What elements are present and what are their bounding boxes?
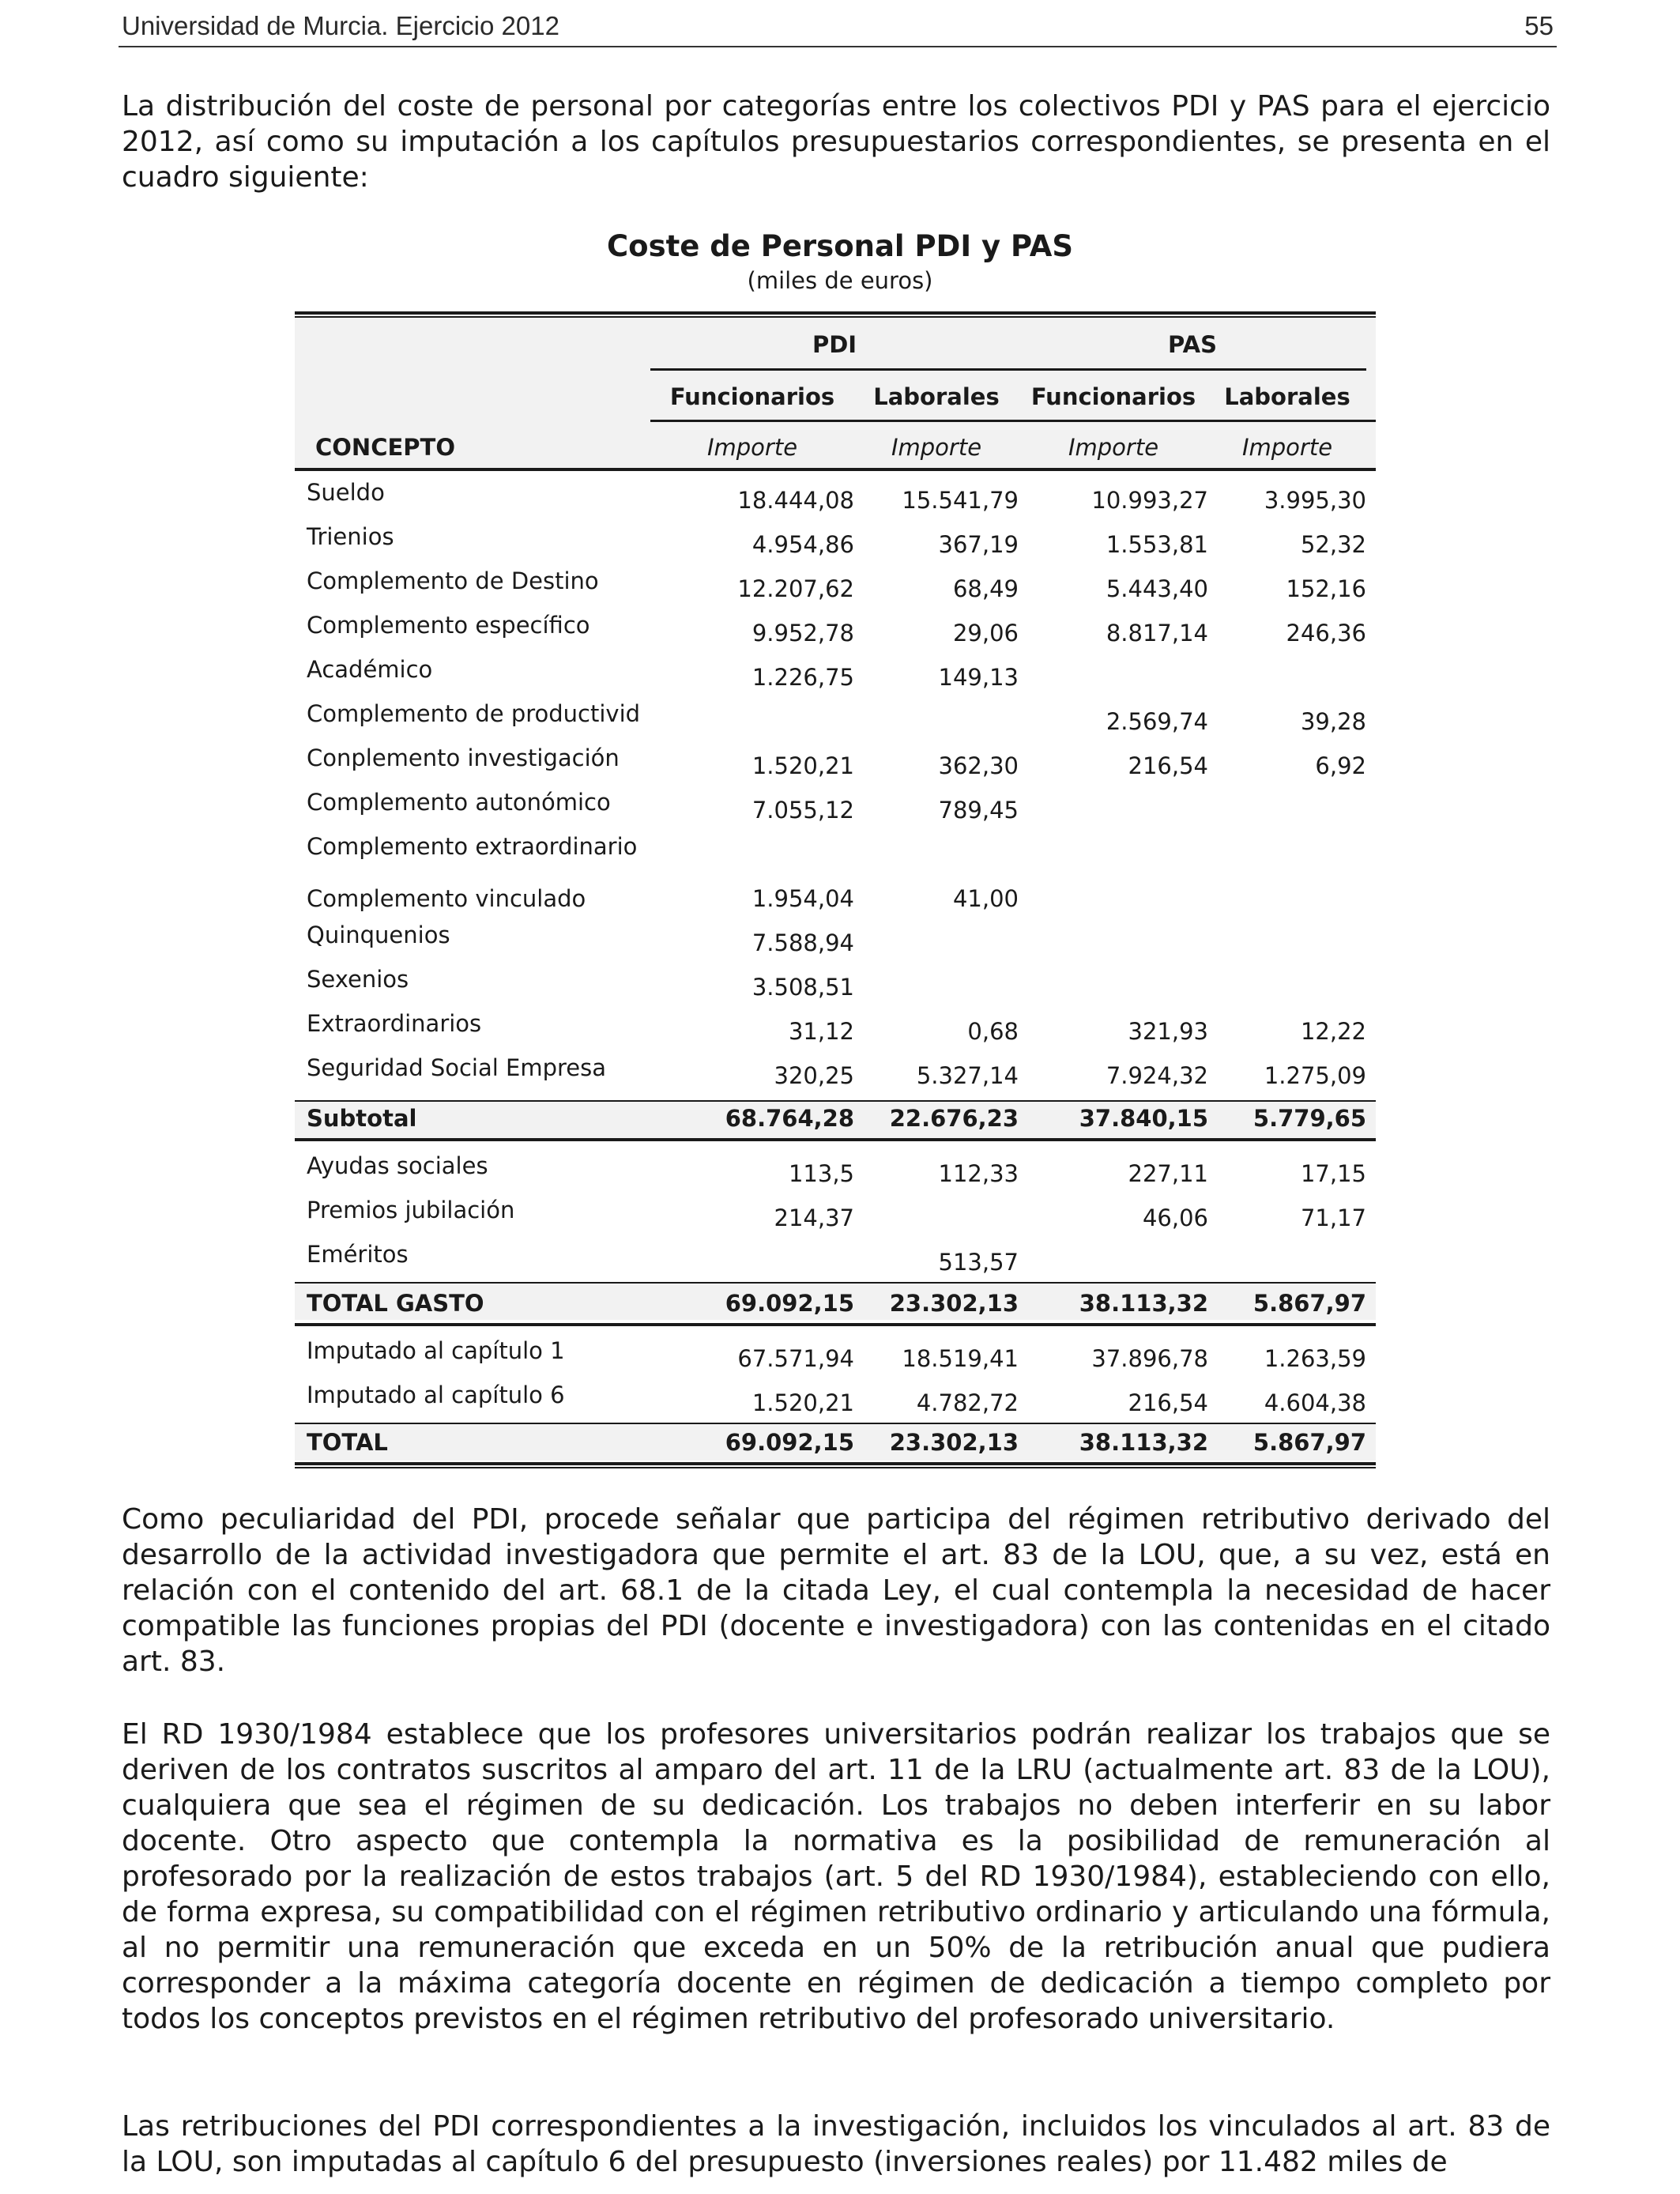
total-gasto-row-value-2: 23.302,13 — [889, 1290, 1019, 1317]
table-row-7-value-2: 362,30 — [938, 752, 1019, 779]
extra-row-2-value-1: 214,37 — [774, 1204, 854, 1231]
paragraph-1: Como peculiaridad del PDI, procede señalar que participa del régimen retributivo derivado del desarrollo de la actividad investigadora que permite el art. 83 de la LOU, que, a su vez, está en relación con el contenido del art. 68.1 de la citada Ley, el cual contempla la necesidad de hacer compatible las funciones propias del PDI (docente e investigadora) con las contenidas en el citado art. 83. — [122, 1503, 1550, 1678]
table-row-13-value-1: 31,12 — [788, 1018, 854, 1045]
total-gasto-row-label: TOTAL GASTO — [307, 1290, 484, 1317]
header-pdi-laborales: Laborales — [873, 383, 1000, 410]
subtotal-row-value-2: 22.676,23 — [889, 1105, 1019, 1132]
header-pas-laborales: Laborales — [1224, 383, 1350, 410]
extra-row-3-value-2: 513,57 — [938, 1249, 1019, 1276]
paragraph-2: El RD 1930/1984 establece que los profesores universitarios podrán realizar los trabajos que se deriven de los contratos suscritos al amparo del art. 11 de la LRU (actualmente art. 83 de la LOU), cualquiera que sea el régimen de su dedicación. Los trabajos no deben interferir en su labor docente. Otro aspecto que contempla la normativa es la posibilidad de remuneración al profesorado por la realización de estos trabajos (art. 5 del RD 1930/1984), estableciendo con ello, de forma expresa, su compatibilidad con el régimen retributivo ordinario y articulando una fórmula, al no permitir una remuneración que exceda en un 50% de la retribución anual que pudiera corresponder a la máxima categoría docente en régimen de dedicación a tiempo completo por todos los conceptos previstos en el régimen retributivo del profesorado universitario. — [122, 1718, 1550, 2035]
table-row-13-value-2: 0,68 — [967, 1018, 1019, 1045]
table-row-4-value-3: 8.817,14 — [1106, 620, 1208, 647]
extra-row-1-value-1: 113,5 — [788, 1160, 854, 1187]
extra-row-3-label: Eméritos — [307, 1241, 409, 1268]
extra-row-1-value-2: 112,33 — [938, 1160, 1019, 1187]
table-row-6-value-4: 39,28 — [1300, 708, 1366, 735]
total-gasto-row-value-1: 69.092,15 — [725, 1290, 854, 1317]
header-importe-1: Importe — [706, 434, 798, 461]
total-row-value-1: 69.092,15 — [725, 1429, 854, 1456]
table-row-8-label: Complemento autonómico — [307, 789, 611, 816]
table-row-3-value-3: 5.443,40 — [1106, 575, 1208, 602]
table-row-2-value-2: 367,19 — [938, 531, 1019, 558]
subtotal-row-value-4: 5.779,65 — [1252, 1105, 1366, 1132]
table-row-4-value-2: 29,06 — [952, 620, 1019, 647]
table-row-9-label: Complemento extraordinario — [307, 833, 638, 860]
table-row-12-label: Sexenios — [307, 966, 409, 993]
table-row-8-value-2: 789,45 — [938, 797, 1019, 824]
extra-row-1-value-3: 227,11 — [1128, 1160, 1208, 1187]
header-importe-3: Importe — [1068, 434, 1159, 461]
table-row-1-value-4: 3.995,30 — [1264, 487, 1366, 514]
table-row-1-value-1: 18.444,08 — [737, 487, 854, 514]
total-bottom-rule-2 — [295, 1467, 1376, 1468]
total-row-value-4: 5.867,97 — [1252, 1429, 1366, 1456]
table-row-3-value-2: 68,49 — [952, 575, 1019, 602]
total-row-value-2: 23.302,13 — [889, 1429, 1019, 1456]
cost-table — [295, 311, 1376, 1468]
table-row-1-label: Sueldo — [307, 479, 385, 506]
total-gasto-bottom-rule — [295, 1323, 1376, 1326]
header-importe-2: Importe — [891, 434, 982, 461]
table-row-13-value-4: 12,22 — [1300, 1018, 1366, 1045]
table-top-rule — [295, 311, 1376, 315]
total-gasto-row-value-4: 5.867,97 — [1252, 1290, 1366, 1317]
imputado-row-1-value-4: 1.263,59 — [1264, 1345, 1366, 1372]
imputado-row-1-value-2: 18.519,41 — [902, 1345, 1019, 1372]
table-row-7-value-1: 1.520,21 — [751, 752, 854, 779]
table-row-13-label: Extraordinarios — [307, 1010, 482, 1037]
table-row-14-value-4: 1.275,09 — [1264, 1062, 1366, 1089]
table-row-4-value-4: 246,36 — [1286, 620, 1366, 647]
subtotal-row-label: Subtotal — [307, 1105, 417, 1132]
pas-underline — [1019, 368, 1366, 371]
table-row-6-label: Complemento de productivid — [307, 700, 641, 727]
imputado-row-2-value-1: 1.520,21 — [751, 1389, 854, 1416]
total-row-value-3: 38.113,32 — [1079, 1429, 1208, 1456]
table-row-7-label: Conplemento investigación — [307, 745, 620, 771]
paragraph-3: Las retribuciones del PDI correspondientes a la investigación, incluidos los vinculados al art. 83 de la LOU, son imputadas al capítulo 6 del presupuesto (inversiones reales) por 11.482 miles de — [122, 2110, 1550, 2178]
table-row-11-value-1: 7.588,94 — [751, 929, 854, 956]
header-group-pas: PAS — [1168, 331, 1217, 358]
table-row-4-label: Complemento específico — [307, 612, 590, 639]
page-number: 55 — [1524, 11, 1554, 40]
table-title: Coste de Personal PDI y PAS — [607, 229, 1073, 263]
table-row-5-label: Académico — [307, 656, 433, 683]
extra-row-1-label: Ayudas sociales — [307, 1152, 488, 1179]
table-row-11-label: Quinquenios — [307, 922, 450, 948]
total-gasto-row-value-3: 38.113,32 — [1079, 1290, 1208, 1317]
imputado-row-1-label: Imputado al capítulo 1 — [307, 1337, 565, 1364]
table-row-5-value-2: 149,13 — [938, 664, 1019, 691]
table-row-3-value-1: 12.207,62 — [737, 575, 854, 602]
table-subtitle: (miles de euros) — [747, 267, 933, 294]
table-row-4-value-1: 9.952,78 — [751, 620, 854, 647]
table-row-3-value-4: 152,16 — [1286, 575, 1366, 602]
table-row-2-value-3: 1.553,81 — [1106, 531, 1208, 558]
imputado-row-2-value-3: 216,54 — [1128, 1389, 1208, 1416]
subtotal-row-value-1: 68.764,28 — [725, 1105, 854, 1132]
intro-paragraph: La distribución del coste de personal por categorías entre los colectivos PDI y PAS para el ejercicio 2012, así como su imputación a los capítulos presupuestarios correspondientes, se presenta en el cuadro siguiente: — [122, 90, 1550, 194]
header-group-pdi: PDI — [812, 331, 857, 358]
pdi-underline — [650, 368, 1019, 371]
table-row-10-label: Complemento vinculado — [307, 885, 586, 912]
extra-row-1-value-4: 17,15 — [1300, 1160, 1366, 1187]
table-row-8-value-1: 7.055,12 — [751, 797, 854, 824]
table-row-3-label: Complemento de Destino — [307, 567, 599, 594]
table-row-6-value-3: 2.569,74 — [1106, 708, 1208, 735]
table-row-2-label: Trienios — [307, 523, 394, 550]
table-row-7-value-4: 6,92 — [1315, 752, 1366, 779]
table-row-2-value-1: 4.954,86 — [751, 531, 854, 558]
header-pdi-funcionarios: Funcionarios — [669, 383, 835, 410]
imputado-row-1-value-1: 67.571,94 — [737, 1345, 854, 1372]
table-row-14-value-3: 7.924,32 — [1106, 1062, 1208, 1089]
header-importe-4: Importe — [1241, 434, 1333, 461]
table-row-13-value-3: 321,93 — [1128, 1018, 1208, 1045]
imputado-row-2-value-4: 4.604,38 — [1264, 1389, 1366, 1416]
imputado-row-2-value-2: 4.782,72 — [916, 1389, 1019, 1416]
table-row-7-value-3: 216,54 — [1128, 752, 1208, 779]
table-row-10-value-1: 1.954,04 — [751, 885, 854, 912]
header-bottom-rule — [295, 468, 1376, 471]
subtotal-row-value-3: 37.840,15 — [1079, 1105, 1208, 1132]
extra-row-2-label: Premios jubilación — [307, 1197, 515, 1223]
total-row-label: TOTAL — [307, 1429, 388, 1456]
imputado-row-1-value-3: 37.896,78 — [1091, 1345, 1208, 1372]
header-concepto: CONCEPTO — [315, 434, 455, 461]
table-row-2-value-4: 52,32 — [1300, 531, 1366, 558]
extra-row-2-value-3: 46,06 — [1142, 1204, 1208, 1231]
header-pas-funcionarios: Funcionarios — [1030, 383, 1196, 410]
header-title: Universidad de Murcia. Ejercicio 2012 — [122, 11, 559, 40]
total-bottom-rule — [295, 1462, 1376, 1465]
subtotal-bottom-rule — [295, 1138, 1376, 1141]
page-header — [119, 9, 1557, 47]
table-top-rule-inner — [295, 316, 1376, 318]
extra-row-2-value-4: 71,17 — [1300, 1204, 1366, 1231]
table-row-14-value-2: 5.327,14 — [916, 1062, 1019, 1089]
table-row-1-value-2: 15.541,79 — [902, 487, 1019, 514]
imputado-row-2-label: Imputado al capítulo 6 — [307, 1382, 565, 1408]
table-row-5-value-1: 1.226,75 — [751, 664, 854, 691]
table-row-12-value-1: 3.508,51 — [751, 974, 854, 1001]
table-row-10-value-2: 41,00 — [952, 885, 1019, 912]
table-row-1-value-3: 10.993,27 — [1091, 487, 1208, 514]
table-row-14-label: Seguridad Social Empresa — [307, 1054, 607, 1081]
subheader-underline — [650, 420, 1376, 422]
table-row-14-value-1: 320,25 — [774, 1062, 854, 1089]
